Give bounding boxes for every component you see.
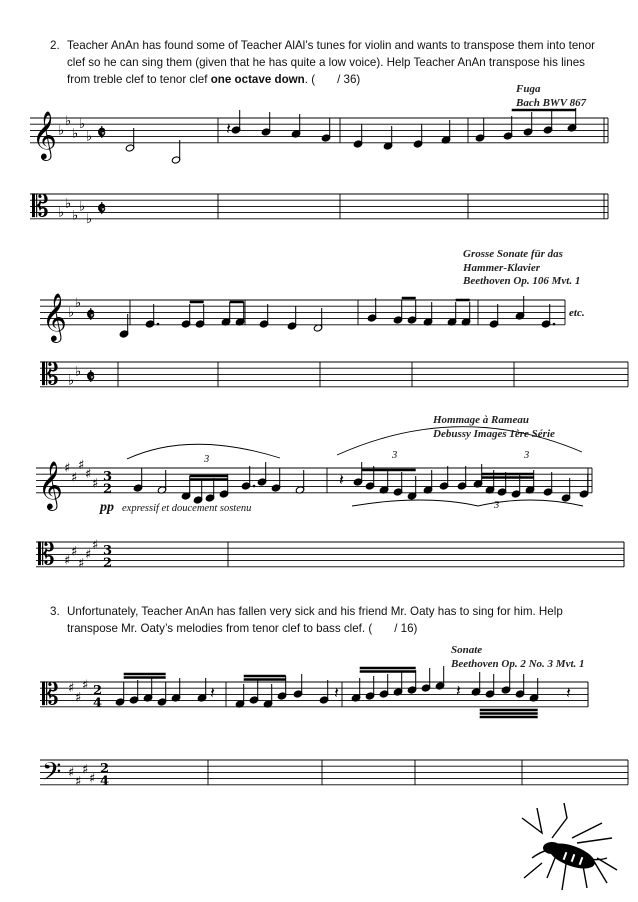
question-line: from treble clef to tenor clef one octave down. ( / 36) bbox=[67, 73, 361, 87]
sharp-icon: ♯ bbox=[75, 774, 82, 790]
etc-marking: etc. bbox=[569, 307, 585, 319]
treble-clef-icon: 𝄞 bbox=[32, 109, 57, 159]
sharp-icon: ♯ bbox=[92, 538, 99, 554]
excerpt-source: Beethoven Op. 2 No. 3 Mvt. 1 bbox=[451, 657, 585, 670]
flat-icon: ♭ bbox=[79, 117, 86, 133]
question-line: Teacher AnAn has found some of Teacher AlAl’s tunes for violin and wants to transpose them into tenor bbox=[67, 39, 596, 52]
question-number: 2. bbox=[50, 39, 60, 52]
cut-time-icon: 𝄵 bbox=[97, 120, 106, 145]
excerpt-source: Bach BWV 867 bbox=[516, 96, 587, 109]
time-signature: 2 bbox=[103, 555, 113, 571]
tuplet-number: 3 bbox=[392, 450, 398, 461]
question-line: clef so he can sing them (given that he has quite a low voice). Help Teacher AnAn transpose his lines bbox=[67, 56, 585, 70]
sharp-icon: ♯ bbox=[64, 461, 71, 476]
excerpt-title: Hammer-Klavier bbox=[463, 261, 540, 274]
staff bbox=[40, 292, 565, 343]
flat-icon: ♭ bbox=[86, 211, 93, 227]
score-field: / 36) bbox=[337, 73, 361, 87]
sharp-icon: ♯ bbox=[85, 547, 92, 563]
excerpt-title: Grosse Sonate für das bbox=[463, 248, 563, 260]
cut-time-icon: 𝄵 bbox=[97, 196, 106, 221]
time-signature: 2 bbox=[100, 761, 110, 777]
flat-icon: ♭ bbox=[79, 199, 86, 215]
sharp-icon: ♯ bbox=[78, 457, 85, 473]
flat-icon: ♭ bbox=[75, 364, 82, 380]
flat-icon: ♭ bbox=[65, 114, 72, 130]
rest-icon: 𝄽 bbox=[456, 681, 461, 700]
time-signature: 2 bbox=[103, 481, 113, 497]
flat-icon: ♭ bbox=[72, 208, 79, 224]
flat-icon: ♭ bbox=[68, 373, 75, 389]
rest-icon: 𝄽 bbox=[210, 683, 215, 702]
note-dot bbox=[157, 323, 160, 326]
sharp-icon: ♯ bbox=[82, 678, 89, 694]
staff bbox=[36, 538, 624, 573]
staff bbox=[30, 110, 608, 161]
cockroach-illustration-icon bbox=[512, 798, 622, 898]
note-dot bbox=[253, 485, 256, 488]
bass-clef-icon: 𝄢 bbox=[42, 757, 62, 793]
flat-icon: ♭ bbox=[72, 126, 79, 142]
excerpt-source: Beethoven Op. 106 Mvt. 1 bbox=[463, 275, 581, 287]
time-signature: 4 bbox=[100, 773, 110, 789]
sharp-icon: ♯ bbox=[71, 544, 78, 560]
expression-marking: expressif et doucement sostenu bbox=[122, 503, 252, 514]
staff bbox=[30, 190, 608, 227]
sharp-icon: ♯ bbox=[85, 467, 92, 483]
excerpt-title: Fuga bbox=[516, 83, 541, 95]
question-number: 3. bbox=[50, 605, 60, 618]
tuplet-number: 3 bbox=[524, 450, 530, 461]
tenor-clef-icon: 𝄡 bbox=[42, 357, 59, 393]
flat-icon: ♭ bbox=[86, 129, 93, 145]
treble-clef-icon: 𝄞 bbox=[42, 291, 67, 341]
flat-icon: ♭ bbox=[58, 123, 65, 139]
sharp-icon: ♯ bbox=[82, 762, 89, 778]
rest-icon: 𝄽 bbox=[334, 683, 339, 702]
question-line: transpose Mr. Oaty’s melodies from tenor clef to bass clef. ( / 16) bbox=[67, 622, 418, 636]
tenor-clef-icon: 𝄡 bbox=[32, 189, 49, 225]
rest-icon: 𝄽 bbox=[566, 683, 571, 702]
treble-clef-icon: 𝄞 bbox=[38, 459, 63, 509]
flat-icon: ♭ bbox=[75, 296, 82, 312]
sharp-icon: ♯ bbox=[89, 771, 96, 787]
tenor-clef-icon: 𝄡 bbox=[42, 677, 59, 713]
sharp-icon: ♯ bbox=[64, 553, 71, 569]
dynamic-marking: pp bbox=[100, 500, 114, 515]
tuplet-number: 3 bbox=[204, 454, 210, 465]
time-signature: 4 bbox=[93, 695, 103, 711]
sharp-icon: ♯ bbox=[92, 476, 99, 492]
time-signature: 3 bbox=[103, 469, 113, 485]
excerpt-title: Hommage à Rameau bbox=[433, 414, 529, 426]
flat-icon: ♭ bbox=[68, 305, 75, 321]
time-signature: 3 bbox=[103, 543, 113, 559]
excerpt-source: Debussy Images 1ère Série bbox=[433, 427, 555, 440]
flat-icon: ♭ bbox=[65, 196, 72, 212]
time-signature: 2 bbox=[93, 683, 103, 699]
staff bbox=[36, 458, 592, 511]
sharp-icon: ♯ bbox=[68, 765, 75, 781]
staff bbox=[40, 678, 588, 713]
cut-time-icon: 𝄵 bbox=[86, 364, 95, 389]
tuplet-number: 3 bbox=[494, 500, 500, 511]
staff bbox=[40, 358, 628, 393]
hairpin bbox=[352, 500, 478, 506]
note-dot bbox=[553, 323, 556, 326]
rest-icon: 𝄽 bbox=[226, 119, 231, 138]
sharp-icon: ♯ bbox=[75, 690, 82, 706]
cut-time-icon: 𝄵 bbox=[86, 302, 95, 327]
question-line: Unfortunately, Teacher AnAn has fallen very sick and his friend Mr. Oaty has to sing for him. Help bbox=[67, 605, 563, 618]
sharp-icon: ♯ bbox=[71, 470, 78, 486]
emphasis-text: one octave down bbox=[210, 73, 305, 87]
flat-icon: ♭ bbox=[58, 205, 65, 221]
tenor-clef-icon: 𝄡 bbox=[38, 537, 55, 573]
score-field: / 16) bbox=[394, 622, 418, 636]
excerpt-title: Sonate bbox=[451, 644, 483, 656]
slur bbox=[337, 427, 582, 455]
rest-icon: 𝄽 bbox=[339, 470, 344, 489]
staff bbox=[40, 758, 628, 793]
sharp-icon: ♯ bbox=[68, 681, 75, 697]
sharp-icon: ♯ bbox=[78, 556, 85, 572]
